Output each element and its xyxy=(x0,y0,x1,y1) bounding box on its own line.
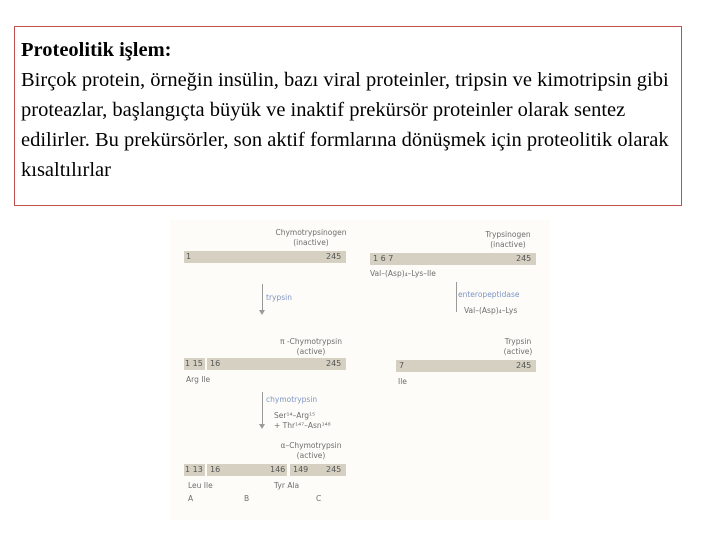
enteropeptidase-label: enteropeptidase xyxy=(458,290,520,299)
text-box xyxy=(14,26,682,206)
trypsin-title: Trypsin xyxy=(504,337,532,346)
chymotrypsinogen-end: 245 xyxy=(326,252,342,261)
alpha-num-end: 245 xyxy=(326,465,342,474)
released-peptide: Val–(Asp)₄–Lys xyxy=(464,306,518,315)
slide-body-text: Birçok protein, örneğin insülin, bazı viral proteinler, tripsin ve kimotripsin gibi proteazlar, başlangıçta büyük ve inaktif prekürsör proteinler olarak sentez edilirler. Bu prekürsörler, son aktif formlarına dönüşmek için proteolitik olarak kısaltılırlar xyxy=(21,69,669,181)
chymotrypsin-arrow-head xyxy=(259,424,265,429)
chymotrypsinogen-start: 1 xyxy=(186,252,192,261)
alpha-num-b: 16 xyxy=(210,465,221,474)
alpha-num-c: 146 xyxy=(270,465,286,474)
chain-c-label: C xyxy=(316,494,322,503)
chymotrypsin-arrow-line xyxy=(262,392,263,424)
trypsinogen-sequence: Val–(Asp)₄–Lys–Ile xyxy=(370,269,436,278)
chymotrypsinogen-title: Chymotrypsinogen xyxy=(275,228,347,237)
pi-chymotrypsin-state: (active) xyxy=(296,347,326,356)
chymotrypsinogen-bar xyxy=(184,251,346,263)
trypsin-residue: Ile xyxy=(398,377,407,386)
alpha-nums-a: 1 13 xyxy=(185,465,203,474)
trypsin-end: 245 xyxy=(516,361,532,370)
trypsin-bar xyxy=(396,360,536,372)
slide-heading: Proteolitik işlem: xyxy=(21,39,172,61)
trypsin-state: (active) xyxy=(503,347,533,356)
pi-chymotrypsin-nums-a: 1 15 xyxy=(185,359,203,368)
trypsin-enzyme-label: trypsin xyxy=(266,293,292,302)
trypsin-start: 7 xyxy=(399,361,405,370)
trypsinogen-bar xyxy=(370,253,536,265)
alpha-residues-a: Leu Ile xyxy=(188,481,213,490)
chain-a-label: A xyxy=(188,494,194,503)
pi-chymotrypsin-end: 245 xyxy=(326,359,342,368)
trypsinogen-end: 245 xyxy=(516,254,532,263)
chain-b-label: B xyxy=(244,494,250,503)
zymogen-activation-figure xyxy=(170,220,550,520)
trypsinogen-state: (inactive) xyxy=(490,240,526,249)
pi-chymotrypsin-num-b: 16 xyxy=(210,359,221,368)
removed-dipeptide-2: + Thr¹⁴⁷–Asn¹⁴⁸ xyxy=(274,421,331,430)
pi-chymotrypsin-residues: Arg Ile xyxy=(186,375,211,384)
trypsinogen-title: Trypsinogen xyxy=(485,230,531,239)
trypsinogen-nums: 1 6 7 xyxy=(373,254,394,263)
removed-dipeptide-1: Ser¹⁴–Arg¹⁵ xyxy=(274,411,316,420)
alpha-chymotrypsin-title: α–Chymotrypsin xyxy=(280,441,342,450)
trypsin-arrow-head xyxy=(259,310,265,315)
chymotrypsin-enzyme-label: chymotrypsin xyxy=(266,395,318,404)
pi-chymotrypsin-title: π -Chymotrypsin xyxy=(280,337,342,346)
alpha-num-d: 149 xyxy=(293,465,309,474)
enteropeptidase-arrow-line xyxy=(456,282,457,312)
alpha-residues-b: Tyr Ala xyxy=(274,481,300,490)
chymotrypsinogen-state: (inactive) xyxy=(293,238,329,247)
alpha-chymotrypsin-state: (active) xyxy=(296,451,326,460)
trypsin-arrow-line xyxy=(262,284,263,310)
